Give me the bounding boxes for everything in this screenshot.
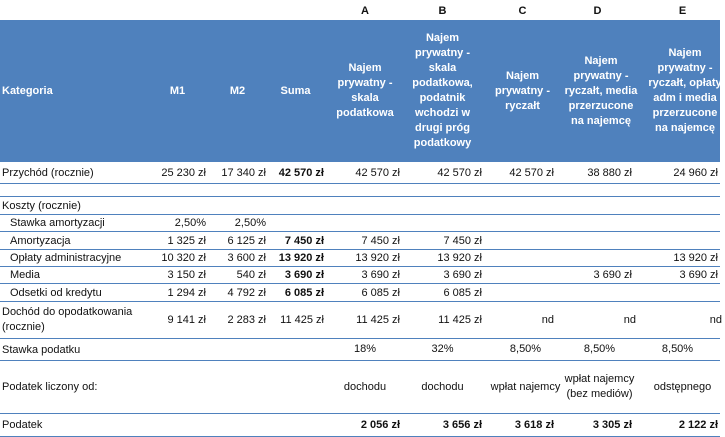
cell-a[interactable]: 6 085 zł: [361, 286, 400, 299]
cell-suma[interactable]: 7 450 zł: [284, 234, 324, 247]
cell-c[interactable]: wpłat najemcy: [490, 380, 561, 393]
table-row: [0, 339, 720, 361]
cell-m2[interactable]: 6 125 zł: [227, 234, 266, 247]
cell-e[interactable]: 2 122 zł: [678, 419, 718, 431]
col-letter-d[interactable]: D: [593, 5, 602, 17]
cell-m2[interactable]: 3 600 zł: [227, 252, 266, 264]
cell-a[interactable]: dochodu: [343, 380, 387, 393]
header-b[interactable]: Najem prywatny - skala podatkowa, podatnik wchodzi w drugi próg podatkowy: [412, 32, 473, 149]
header-e[interactable]: Najem prywatny - ryczałt, opłaty adm i media przerzucone na najemcę: [648, 47, 722, 134]
cell-c[interactable]: 8,50%: [509, 343, 542, 355]
table-row: [0, 414, 720, 437]
cell-e[interactable]: 8,50%: [661, 343, 694, 355]
cell-m1[interactable]: 1 294 zł: [167, 286, 206, 299]
table-row: [0, 250, 720, 267]
cell-b[interactable]: 42 570 zł: [437, 167, 482, 179]
cell-d[interactable]: wpłat najemcy (bez mediów): [564, 373, 635, 400]
cell-d[interactable]: 8,50%: [583, 343, 616, 355]
table-row: [0, 197, 720, 215]
column-letters-row: [0, 0, 720, 20]
cell-e[interactable]: 24 960 zł: [673, 167, 718, 179]
row-label[interactable]: Podatek liczony od:: [2, 381, 98, 393]
row-label[interactable]: Przychód (rocznie): [2, 167, 94, 179]
table-row: [0, 215, 720, 232]
header-m1[interactable]: M1: [169, 84, 186, 97]
cell-suma[interactable]: 3 690 zł: [284, 269, 324, 281]
cell-m1[interactable]: 2,50%: [174, 217, 206, 229]
cell-suma[interactable]: 11 425 zł: [280, 314, 324, 326]
cell-d[interactable]: 38 880 zł: [587, 167, 632, 179]
cell-m2[interactable]: 4 792 zł: [227, 286, 266, 299]
cell-m2[interactable]: 2 283 zł: [227, 314, 266, 326]
cell-b[interactable]: dochodu: [421, 380, 464, 393]
col-letter-c[interactable]: C: [518, 5, 527, 17]
cell-m2[interactable]: 17 340 zł: [221, 167, 266, 179]
row-label[interactable]: Dochód do opodatkowania (rocznie): [2, 306, 133, 333]
header-c[interactable]: Najem prywatny - ryczałt: [494, 69, 550, 112]
row-label[interactable]: Media: [10, 269, 40, 281]
cell-e[interactable]: 13 920 zł: [673, 252, 718, 264]
cell-m1[interactable]: 1 325 zł: [167, 234, 206, 247]
cell-suma[interactable]: 6 085 zł: [284, 286, 324, 299]
cell-d[interactable]: nd: [623, 314, 636, 326]
cell-suma[interactable]: 13 920 zł: [278, 252, 324, 264]
row-label[interactable]: Stawka amortyzacji: [10, 217, 105, 229]
table-row: [0, 302, 720, 339]
cell-d[interactable]: 3 690 zł: [593, 269, 632, 281]
table-row: [0, 232, 720, 250]
cell-e[interactable]: odstępnego: [653, 380, 712, 393]
row-label[interactable]: Podatek: [2, 419, 43, 431]
header-d[interactable]: Najem prywatny - ryczałt, media przerzucone na najemcę: [564, 54, 638, 127]
col-letter-e[interactable]: E: [678, 5, 687, 17]
header-suma[interactable]: Suma: [280, 84, 311, 97]
cell-a[interactable]: 7 450 zł: [361, 234, 400, 247]
row-label[interactable]: Stawka podatku: [2, 343, 81, 356]
cell-m2[interactable]: 2,50%: [234, 217, 266, 229]
cell-a[interactable]: 3 690 zł: [361, 269, 400, 281]
cell-b[interactable]: 3 656 zł: [442, 419, 482, 431]
cell-c[interactable]: nd: [541, 314, 554, 326]
cell-a[interactable]: 2 056 zł: [360, 419, 400, 431]
cell-b[interactable]: 7 450 zł: [443, 234, 482, 247]
row-label[interactable]: Amortyzacja: [10, 234, 71, 247]
table-row: [0, 361, 720, 414]
cell-d[interactable]: 3 305 zł: [592, 419, 632, 431]
table-row: [0, 267, 720, 284]
spacer-row: [0, 184, 720, 197]
cell-b[interactable]: 3 690 zł: [443, 269, 482, 281]
cell-e[interactable]: nd: [709, 314, 722, 326]
cell-a[interactable]: 42 570 zł: [355, 167, 400, 179]
table-row: [0, 284, 720, 302]
row-label[interactable]: Odsetki od kredytu: [10, 286, 102, 299]
cell-a[interactable]: 11 425 zł: [356, 314, 400, 326]
header-a[interactable]: Najem prywatny - skala podatkowa: [336, 62, 394, 119]
cell-b[interactable]: 6 085 zł: [443, 286, 482, 299]
col-letter-b[interactable]: B: [438, 5, 447, 17]
cell-m1[interactable]: 10 320 zł: [161, 252, 206, 264]
cell-c[interactable]: 3 618 zł: [514, 419, 554, 431]
cell-a[interactable]: 18%: [353, 343, 377, 355]
cell-e[interactable]: 3 690 zł: [679, 269, 718, 281]
cell-b[interactable]: 13 920 zł: [437, 252, 482, 264]
row-label[interactable]: Koszty (rocznie): [2, 199, 81, 212]
cell-m1[interactable]: 25 230 zł: [161, 167, 206, 179]
cell-c[interactable]: 42 570 zł: [509, 167, 554, 179]
header-m2[interactable]: M2: [229, 84, 246, 97]
cell-m1[interactable]: 3 150 zł: [167, 269, 206, 281]
row-label[interactable]: Opłaty administracyjne: [10, 252, 122, 264]
cell-m1[interactable]: 9 141 zł: [167, 314, 206, 326]
col-letter-a[interactable]: A: [361, 5, 369, 17]
table-row: [0, 163, 720, 184]
cell-a[interactable]: 13 920 zł: [355, 252, 400, 264]
cell-suma[interactable]: 42 570 zł: [278, 167, 324, 179]
cell-m2[interactable]: 540 zł: [236, 269, 266, 281]
header-kategoria[interactable]: Kategoria: [2, 84, 53, 97]
cell-b[interactable]: 32%: [431, 343, 454, 355]
cell-b[interactable]: 11 425 zł: [438, 314, 482, 326]
